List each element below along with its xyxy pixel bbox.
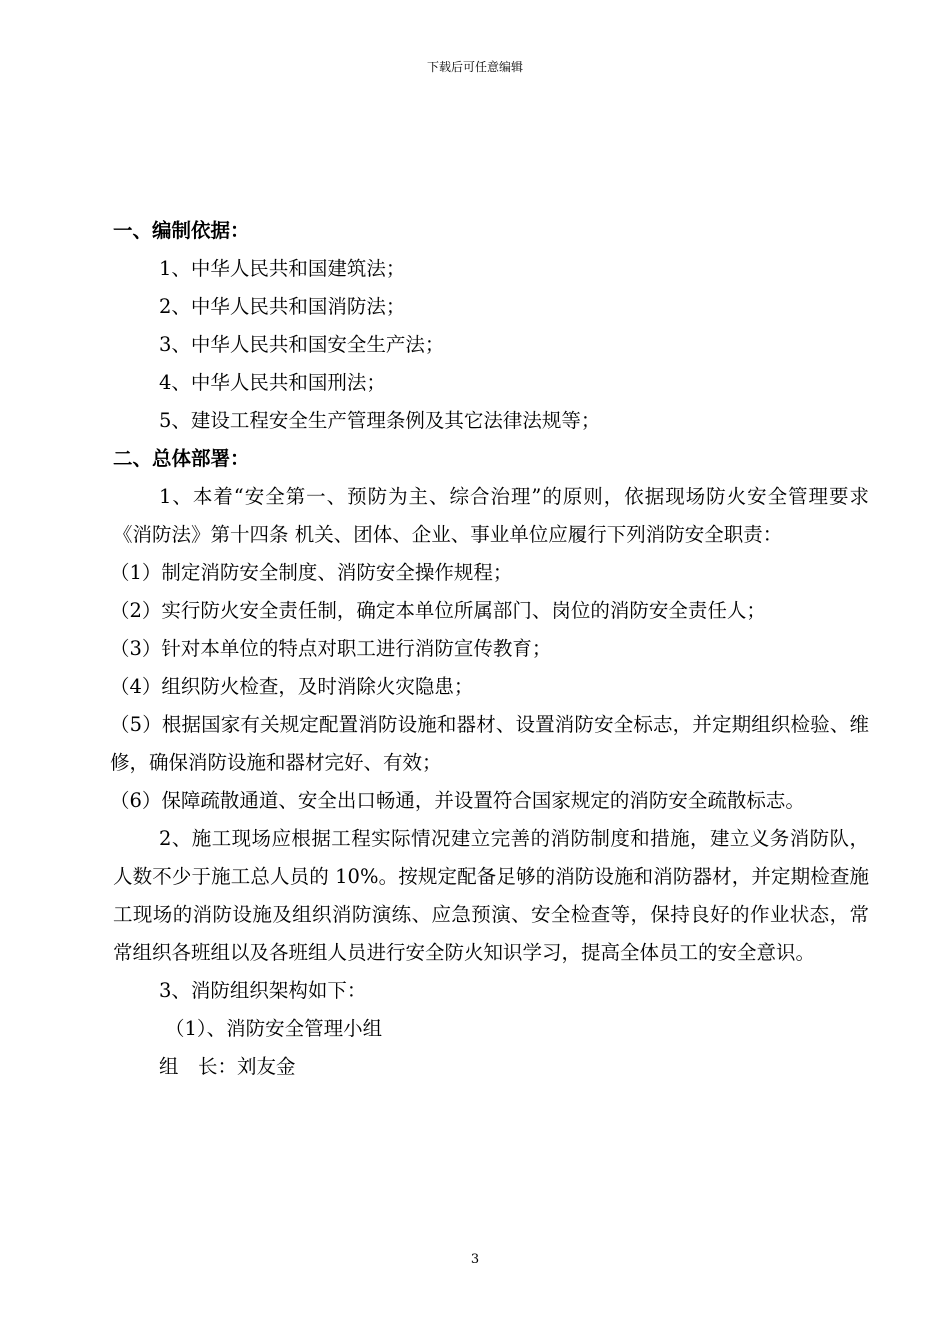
paragraph-principle: 1、本着“安全第一、预防为主、综合治理”的原则，依据现场防火安全管理要求《消防法》第十四条 机关、团体、企业、事业单位应履行下列消防安全职责： <box>113 485 869 546</box>
duty-item: （6）保障疏散通道、安全出口畅通，并设置符合国家规定的消防安全疏散标志。 <box>110 789 805 812</box>
duty-item: （4）组织防火检查，及时消除火灾隐患； <box>110 675 474 698</box>
basis-item: 1、中华人民共和国建筑法； <box>159 257 406 280</box>
paragraph-fire-brigade: 2、施工现场应根据工程实际情况建立完善的消防制度和措施，建立义务消防队，人数不少于施工总人员的 10%。按规定配备足够的消防设施和消防器材，并定期检查施工现场的消防设施及组织消防演练、应急预演、安全检查等，保持良好的作业状态，常常组织各班组以及各班组人员进行安全防火知识学习，提高全体员工的安全意识。 <box>113 827 869 964</box>
basis-item: 4、中华人民共和国刑法； <box>159 371 386 394</box>
duty-item: （2）实行防火安全责任制，确定本单位所属部门、岗位的消防安全责任人； <box>110 599 766 622</box>
duty-item: （5）根据国家有关规定配置消防设施和器材、设置消防安全标志，并定期组织检验、维修，确保消防设施和器材完好、有效； <box>110 713 869 774</box>
subgroup-title: （1）、消防安全管理小组 <box>165 1017 383 1040</box>
section-heading-basis: 一、编制依据： <box>113 219 250 242</box>
section-heading-deployment: 二、总体部署： <box>113 447 250 470</box>
basis-item: 3、中华人民共和国安全生产法； <box>159 333 445 356</box>
basis-item: 2、中华人民共和国消防法； <box>159 295 406 318</box>
duty-item: （3）针对本单位的特点对职工进行消防宣传教育； <box>110 637 552 660</box>
document-body <box>110 212 869 1086</box>
basis-item: 5、建设工程安全生产管理条例及其它法律法规等； <box>159 409 601 432</box>
page-header: 下载后可任意编辑 <box>426 60 523 74</box>
paragraph-org-structure: 3、消防组织架构如下： <box>159 979 367 1002</box>
page-number: 3 <box>470 1252 480 1267</box>
duty-item: （1）制定消防安全制度、消防安全操作规程； <box>110 561 513 584</box>
group-leader: 组 长：刘友金 <box>159 1055 296 1078</box>
